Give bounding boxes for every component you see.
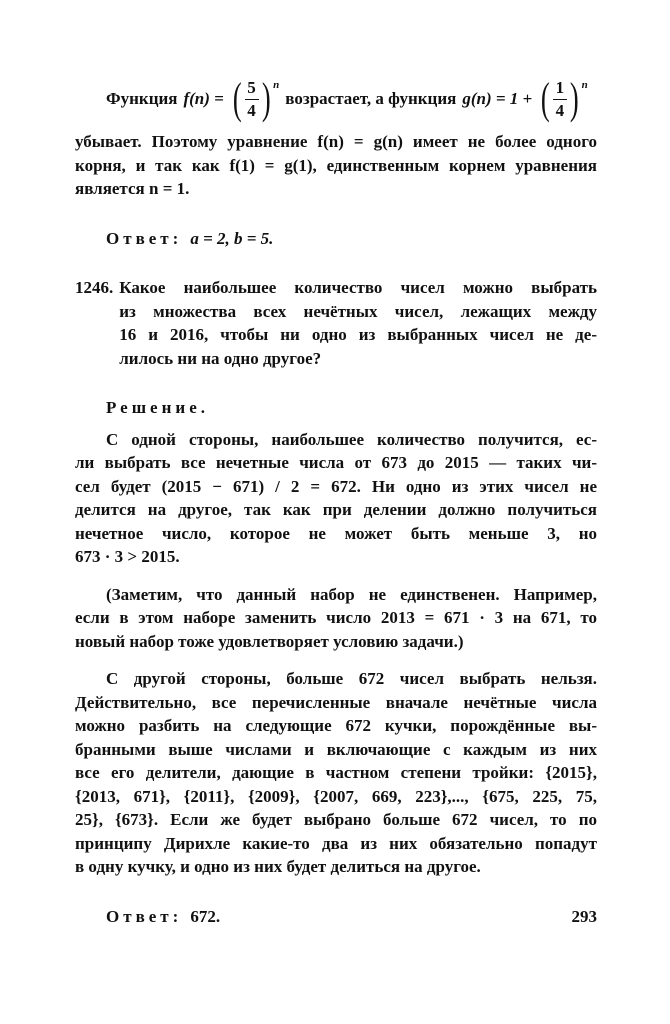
text-line: делится на другое, так как при делении должно получиться	[75, 500, 597, 519]
text-line: ли выбрать все нечетные числа от 673 до 2015 — таких чи-	[75, 453, 597, 472]
text-line: нечетное число, которое не может быть меньше 3, но	[75, 523, 597, 543]
problem-number: 1246.	[75, 278, 114, 297]
f-exponent: n	[273, 78, 280, 91]
text-line: {2013, 671}, {2011}, {2009}, {2007, 669, 223},..., {675, 225, 75,	[75, 786, 597, 806]
g-definition: g(n) = 1 +	[462, 89, 533, 108]
text-line: Действительно, все перечисленные вначале нечётные числа	[75, 692, 597, 712]
text-line: корня, и так как f(1) = g(1), единственным корнем уравнения	[75, 155, 597, 175]
f-denominator: 4	[247, 100, 256, 120]
left-paren: (	[232, 74, 242, 123]
answer-value: 672.	[190, 906, 221, 926]
page-number: 293	[571, 906, 597, 926]
problem-line: из множества всех нечётных чисел, лежащих между	[119, 301, 597, 321]
formula-line	[75, 68, 597, 130]
f-numerator: 5	[247, 77, 256, 97]
text-line: все его делители, дающие в частном степени тройки: {2015},	[75, 763, 597, 782]
g-denominator: 4	[555, 100, 565, 120]
f-fraction	[230, 74, 280, 123]
answer-1	[75, 227, 597, 251]
formula-middle: возрастает, а функция	[285, 89, 457, 108]
text-line: является n = 1.	[75, 179, 190, 198]
answer-label: Ответ:	[106, 906, 183, 926]
text-line: убывает. Поэтому уравнение f(n) = g(n) имеет не более одного	[75, 132, 597, 151]
text-line: в одну кучку, и одно из них будет делиться на другое.	[75, 857, 481, 876]
text-line: можно разбить на следующие 672 кучки, порождённые вы-	[75, 716, 597, 735]
answer-2	[75, 905, 220, 929]
problem-line: Какое наибольшее количество чисел можно выбрать	[119, 278, 597, 297]
answer-label: Ответ:	[106, 228, 183, 248]
problem-line: лилось ни на одно другое?	[119, 348, 322, 368]
solution-label: Решение.	[106, 398, 209, 417]
text-line: С одной стороны, наибольшее количество получится, ес-	[106, 429, 597, 449]
right-paren: )	[261, 74, 271, 123]
text-line: новый набор тоже удовлетворяет условию задачи.)	[75, 631, 464, 651]
right-paren: )	[569, 74, 579, 123]
left-paren: (	[541, 74, 550, 123]
text-line: принципу Дирихле какие-то два из них обязательно попадут	[75, 833, 597, 853]
formula-word: Функция	[106, 89, 178, 108]
answer-2-row	[75, 905, 597, 929]
problem-line: 16 и 2016, чтобы ни одно из выбранных чисел не де-	[119, 325, 597, 344]
text-line: 673 · 3 > 2015.	[75, 547, 180, 566]
problem-text	[119, 276, 597, 370]
text-line: если в этом наборе заменить число 2013 = 671 · 3 на 671, то	[75, 608, 597, 627]
g-exponent: n	[581, 78, 588, 91]
text-line: 25}, {673}. Если же будет выбрано больше 672 чисел, то по	[75, 810, 597, 829]
text-line: сел будет (2015 − 671) / 2 = 672. Ни одно из этих чисел не	[75, 476, 597, 496]
text-line: (Заметим, что данный набор не единственен. Например,	[106, 584, 597, 604]
g-fraction	[538, 74, 588, 123]
f-definition: f(n) =	[183, 89, 224, 108]
problem	[75, 276, 597, 370]
g-numerator: 1	[555, 77, 565, 97]
text-line: С другой стороны, больше 672 чисел выбрать нельзя.	[106, 669, 597, 688]
answer-value: a = 2, b = 5.	[190, 228, 274, 248]
text-line: бранными выше числами и включающие с каждым из них	[75, 739, 597, 759]
